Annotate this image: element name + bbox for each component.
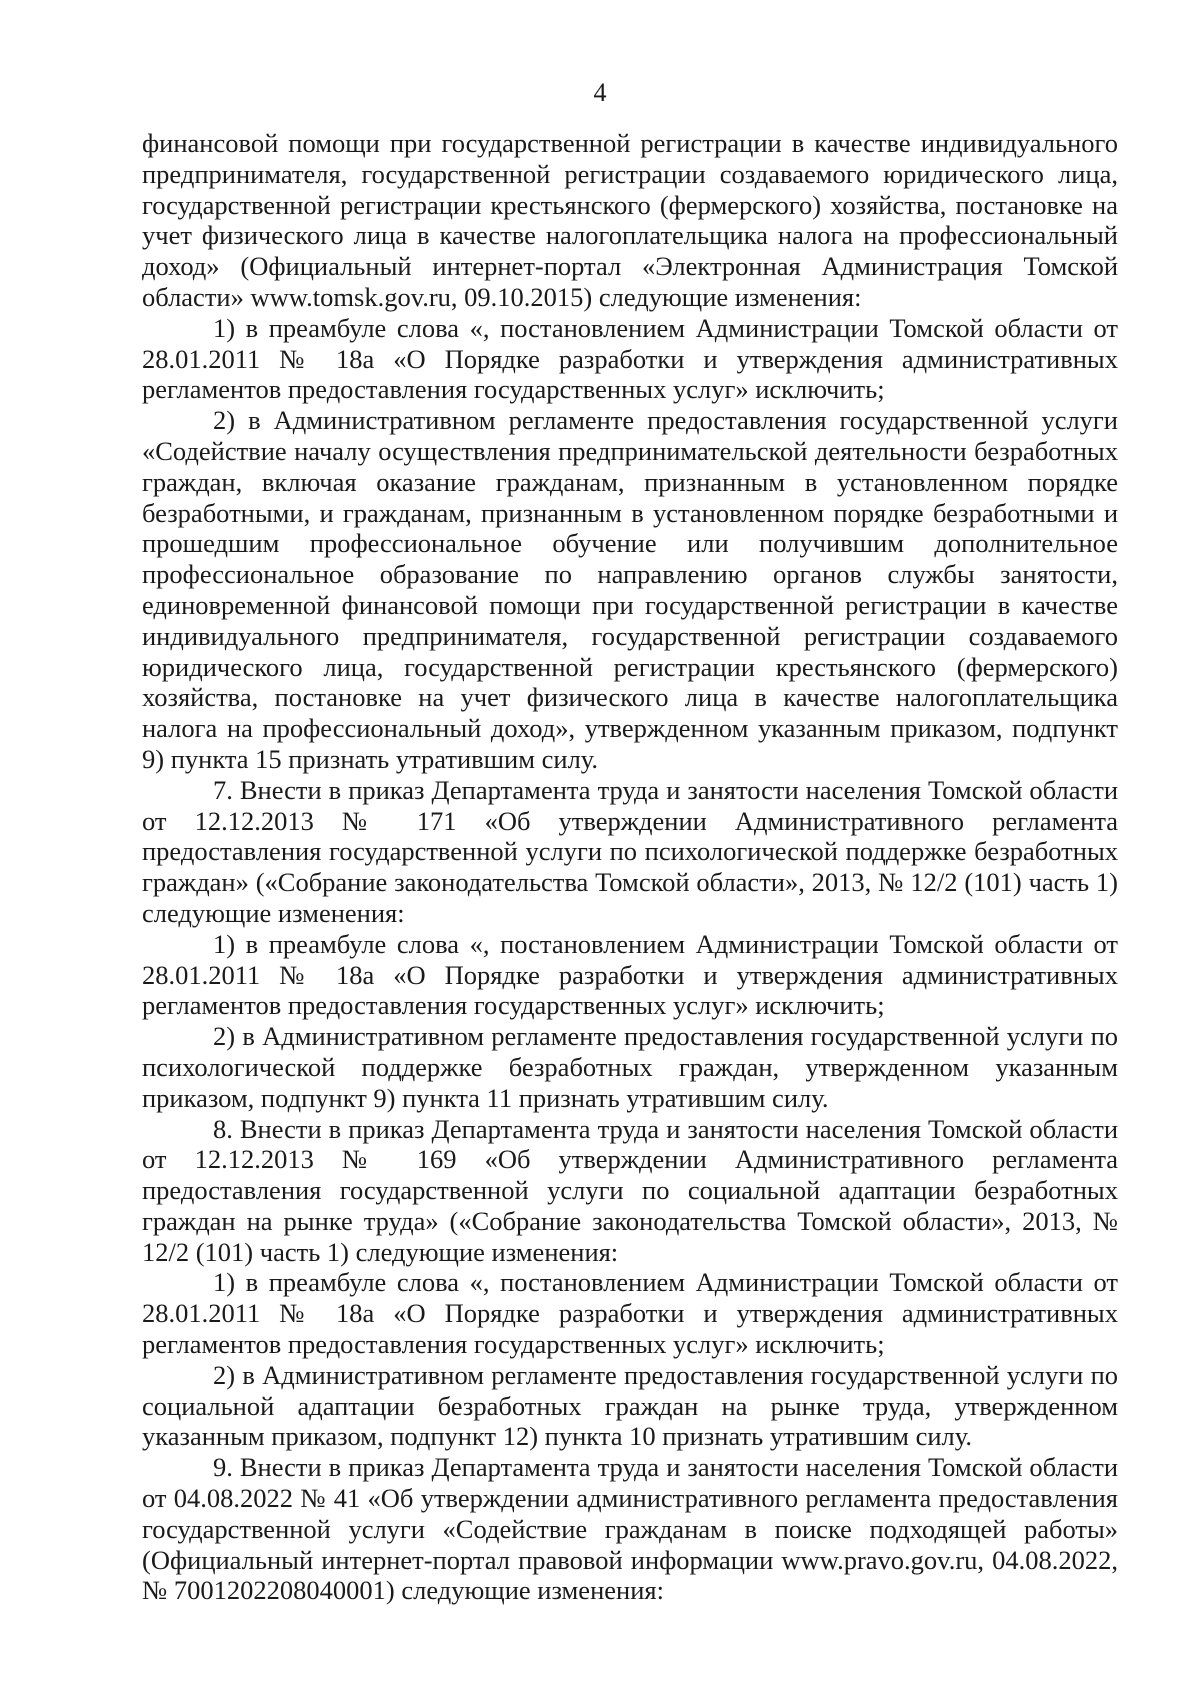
paragraph-continuation: финансовой помощи при государственной регистрации в качестве индивидуального предпринимателя, государственной регистрации создаваемого юридического лица, государственной регистрации крестьянского (фермерского) хозяйства, постановке на учет физического лица в качестве налогоплательщика налога на профессиональный доход» (Официальный интернет-портал «Электронная Администрация Томской области» www.tomsk.gov.ru, 09.10.2015) следующие изменения:: [142, 128, 1118, 312]
paragraph-8-2-regulation: 2) в Административном регламенте предоставления государственной услуги по социальной адаптации безработных граждан на рынке труда, утвержденном указанным приказом, подпункт 12) пункта 10 признать утратившим силу.: [142, 1359, 1118, 1452]
document-body: [142, 128, 1118, 1606]
paragraph-7-2-regulation: 2) в Административном регламенте предоставления государственной услуги по психологической поддержке безработных граждан, утвержденном указанным приказом, подпункт 9) пункта 11 признать утратившим силу.: [142, 1021, 1118, 1113]
paragraph-9: 9. Внести в приказ Департамента труда и занятости населения Томской области от 04.08.2022 № 41 «Об утверждении административного регламента предоставления государственной услуги «Содействие гражданам в поиске подходящей работы» (Официальный интернет-портал правовой информации www.pravo.gov.ru, 04.08.2022, № 7001202208040001) следующие изменения:: [142, 1452, 1118, 1606]
paragraph-8-1-preamble: 1) в преамбуле слова «, постановлением Администрации Томской области от 28.01.2011 № 18а «О Порядке разработки и утверждения административных регламентов предоставления государственных услуг» исключить;: [142, 1267, 1118, 1360]
paragraph-7-1-preamble: 1) в преамбуле слова «, постановлением Администрации Томской области от 28.01.2011 № 18а «О Порядке разработки и утверждения административных регламентов предоставления государственных услуг» исключить;: [142, 928, 1118, 1021]
paragraph-8: 8. Внести в приказ Департамента труда и занятости населения Томской области от 12.12.2013 № 169 «Об утверждении Административного регламента предоставления государственной услуги по социальной адаптации безработных граждан на рынке труда» («Собрание законодательства Томской области», 2013, № 12/2 (101) часть 1) следующие изменения:: [142, 1113, 1118, 1267]
paragraph-7: 7. Внести в приказ Департамента труда и занятости населения Томской области от 12.12.2013 № 171 «Об утверждении Административного регламента предоставления государственной услуги по психологической поддержке безработных граждан» («Собрание законодательства Томской области», 2013, № 12/2 (101) часть 1) следующие изменения:: [142, 774, 1118, 928]
paragraph-6-1-preamble: 1) в преамбуле слова «, постановлением Администрации Томской области от 28.01.2011 № 18а «О Порядке разработки и утверждения административных регламентов предоставления государственных услуг» исключить;: [142, 312, 1118, 405]
paragraph-6-2-regulation: 2) в Административном регламенте предоставления государственной услуги «Содействие началу осуществления предпринимательской деятельности безработных граждан, включая оказание гражданам, признанным в установленном порядке безработными, и гражданам, признанным в установленном порядке безработными и прошедшим профессиональное обучение или получившим дополнительное профессиональное образование по направлению органов службы занятости, единовременной финансовой помощи при государственной регистрации в качестве индивидуального предпринимателя, государственной регистрации создаваемого юридического лица, государственной регистрации крестьянского (фермерского) хозяйства, постановке на учет физического лица в качестве налогоплательщика налога на профессиональный доход», утвержденном указанным приказом, подпункт 9) пункта 15 признать утратившим силу.: [142, 405, 1118, 774]
page-number: 4: [593, 78, 607, 107]
